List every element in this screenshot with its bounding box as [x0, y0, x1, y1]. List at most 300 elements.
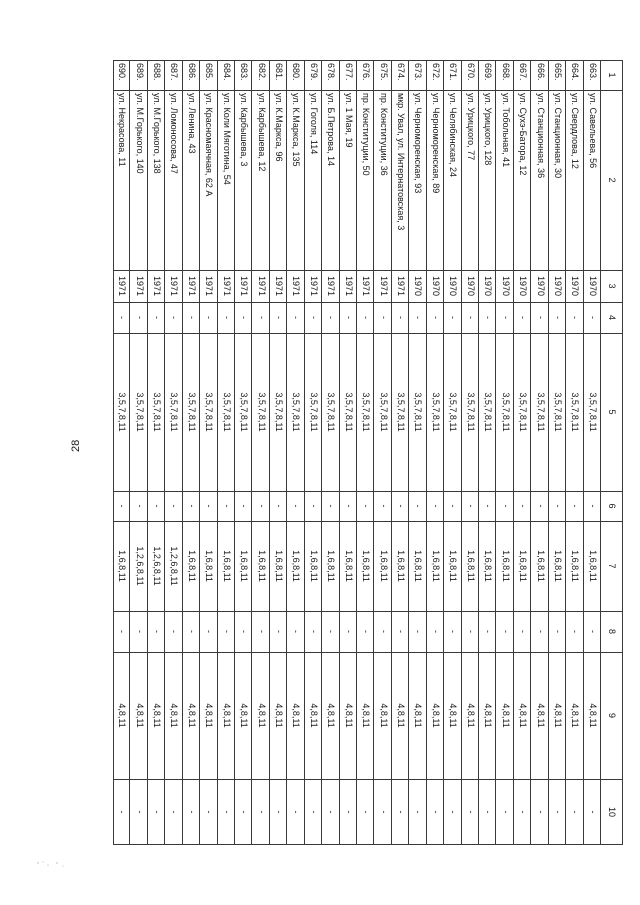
row-number-cell: 679. [308, 63, 319, 81]
table-cell-col-10: - [256, 810, 267, 814]
table-cell-col-9: 4,8,11 [552, 703, 563, 728]
table-cell-col-4: - [552, 316, 563, 319]
page-number: 28 [70, 439, 82, 452]
address-cell: ул. К.Маркса, 96 [274, 93, 285, 162]
table-cell-col-10: - [430, 810, 441, 814]
table-cell-col-6: - [343, 504, 354, 508]
table-cell-col-10: - [134, 810, 145, 814]
table-cell-col-3: 1971 [378, 275, 389, 297]
table-cell-col-4: - [343, 316, 354, 319]
table-column-divider [113, 333, 623, 334]
address-cell: ул. Ломоносова, 47 [169, 93, 180, 174]
row-number-cell: 666. [535, 63, 546, 81]
table-column-divider [113, 90, 623, 91]
table-cell-col-4: - [361, 316, 372, 319]
row-number-cell: 689. [134, 63, 145, 81]
address-cell: ул. Некрасова, 11 [117, 93, 128, 167]
column-header-8: 8 [607, 628, 618, 634]
table-cell-col-5: 3,5,7,8,11 [326, 392, 337, 432]
table-cell-col-4: - [221, 316, 232, 319]
table-cell-col-3: 1971 [326, 275, 337, 297]
table-cell-col-4: - [465, 316, 476, 319]
table-cell-col-4: - [535, 316, 546, 319]
table-cell-col-6: - [326, 504, 337, 508]
address-cell: ул. Гоголя, 114 [308, 93, 319, 155]
row-number-cell: 667. [518, 63, 529, 81]
table-cell-col-9: 4,8,11 [518, 703, 529, 728]
row-number-cell: 663. [587, 63, 598, 81]
table-cell-col-7: 1,6,8,11 [587, 550, 598, 582]
table-row-divider [548, 60, 549, 845]
table-cell-col-8: - [361, 630, 372, 633]
table-cell-col-3: 1970 [587, 275, 598, 297]
table-cell-col-7: 1,6,8,11 [308, 550, 319, 582]
address-cell: ул. Сухэ-Батора, 12 [518, 93, 529, 176]
table-row-divider [286, 60, 287, 845]
table-cell-col-5: 3,5,7,8,11 [500, 392, 511, 432]
table-column-divider [113, 611, 623, 612]
table-cell-col-9: 4,8,11 [430, 703, 441, 728]
table-cell-col-8: - [430, 630, 441, 633]
table-cell-col-9: 4,8,11 [465, 703, 476, 728]
table-cell-col-7: 1,6,8,11 [326, 550, 337, 582]
table-cell-col-9: 4,8,11 [448, 703, 459, 728]
scan-speckle [36, 860, 66, 880]
table-cell-col-3: 1971 [169, 275, 180, 297]
column-header-9: 9 [607, 712, 618, 718]
table-cell-col-4: - [326, 316, 337, 319]
table-cell-col-4: - [518, 316, 529, 319]
table-cell-col-8: - [448, 630, 459, 633]
table-cell-col-3: 1970 [413, 275, 424, 297]
table-cell-col-10: - [239, 810, 250, 814]
table-cell-col-7: 1,6,8,11 [430, 550, 441, 582]
table-cell-col-5: 3,5,7,8,11 [134, 392, 145, 432]
table-cell-col-6: - [291, 504, 302, 508]
table-cell-col-3: 1971 [396, 275, 407, 297]
table-cell-col-5: 3,5,7,8,11 [308, 392, 319, 432]
table-cell-col-8: - [291, 630, 302, 633]
address-cell: ул. М.Горького, 138 [152, 93, 163, 174]
table-row-divider [622, 60, 623, 845]
table-cell-col-6: - [413, 504, 424, 508]
table-cell-col-3: 1971 [308, 275, 319, 297]
table-cell-col-5: 3,5,7,8,11 [152, 392, 163, 432]
table-cell-col-10: - [291, 810, 302, 814]
table-cell-col-8: - [500, 630, 511, 633]
table-column-divider [113, 302, 623, 303]
table-cell-col-5: 3,5,7,8,11 [221, 392, 232, 432]
table-row-divider [530, 60, 531, 845]
address-cell: ул. Черноморенская, 89 [430, 93, 441, 194]
table-cell-col-3: 1970 [535, 275, 546, 297]
table-column-divider [113, 779, 623, 780]
table-cell-col-8: - [587, 630, 598, 633]
table-row-divider [217, 60, 218, 845]
table-cell-col-10: - [169, 810, 180, 814]
table-cell-col-4: - [448, 316, 459, 319]
address-cell: ул. Урицкого, 77 [465, 93, 476, 161]
table-cell-col-3: 1971 [186, 275, 197, 297]
table-cell-col-4: - [483, 316, 494, 319]
table-row-divider [496, 60, 497, 845]
table-cell-col-4: - [274, 316, 285, 319]
address-cell: ул. Красномаячная, 62 А [204, 93, 215, 197]
table-row-divider [565, 60, 566, 845]
table-cell-col-7: 1,6,8,11 [361, 550, 372, 582]
table-cell-col-6: - [361, 504, 372, 508]
table-cell-col-9: 4,8,11 [535, 703, 546, 728]
table-row-divider [321, 60, 322, 845]
table-cell-col-7: 1,6,8,11 [396, 550, 407, 582]
table-cell-col-4: - [204, 316, 215, 319]
table-cell-col-3: 1971 [256, 275, 267, 297]
table-cell-col-8: - [117, 630, 128, 633]
table-cell-col-5: 3,5,7,8,11 [378, 392, 389, 432]
table-cell-col-7: 1,6,8,11 [343, 550, 354, 582]
table-cell-col-7: 1,6,8,11 [518, 550, 529, 582]
row-number-cell: 690. [117, 63, 128, 81]
table-cell-col-10: - [465, 810, 476, 814]
table-cell-col-4: - [500, 316, 511, 319]
table-cell-col-4: - [117, 316, 128, 319]
table-cell-col-5: 3,5,7,8,11 [518, 392, 529, 432]
table-cell-col-10: - [361, 810, 372, 814]
table-cell-col-9: 4,8,11 [413, 703, 424, 728]
table-cell-col-3: 1970 [483, 275, 494, 297]
row-number-cell: 670. [465, 63, 476, 81]
table-cell-col-6: - [535, 504, 546, 508]
table-cell-col-8: - [552, 630, 563, 633]
table-row-divider [356, 60, 357, 845]
column-header-7: 7 [607, 563, 618, 569]
table-cell-col-8: - [134, 630, 145, 633]
table-cell-col-9: 4,8,11 [361, 703, 372, 728]
table-row-divider [600, 60, 601, 845]
table-cell-col-3: 1970 [465, 275, 476, 297]
table-column-divider [113, 60, 623, 61]
row-number-cell: 665. [552, 63, 563, 81]
table-row-divider [130, 60, 131, 845]
table-cell-col-3: 1970 [518, 275, 529, 297]
table-cell-col-4: - [587, 316, 598, 319]
table-cell-col-6: - [518, 504, 529, 508]
column-header-3: 3 [607, 283, 618, 289]
table-cell-col-8: - [326, 630, 337, 633]
row-number-cell: 672. [430, 63, 441, 81]
table-cell-col-4: - [134, 316, 145, 319]
column-header-1: 1 [607, 72, 618, 78]
table-cell-col-10: - [117, 810, 128, 814]
table-cell-col-6: - [465, 504, 476, 508]
address-cell: ул. Ленина, 43 [186, 93, 197, 154]
table-cell-col-6: - [378, 504, 389, 508]
table-cell-col-9: 4,8,11 [378, 703, 389, 728]
table-cell-col-7: 1,6,8,11 [117, 550, 128, 582]
table-cell-col-5: 3,5,7,8,11 [587, 392, 598, 432]
table-cell-col-7: 1,2,6,8,11 [152, 546, 163, 586]
table-cell-col-9: 4,8,11 [152, 703, 163, 728]
table-cell-col-5: 3,5,7,8,11 [552, 392, 563, 432]
table-row-divider [583, 60, 584, 845]
table-cell-col-6: - [204, 504, 215, 508]
table-cell-col-8: - [221, 630, 232, 633]
table-cell-col-6: - [483, 504, 494, 508]
column-header-4: 4 [607, 314, 618, 320]
table-cell-col-5: 3,5,7,8,11 [204, 392, 215, 432]
table-cell-col-3: 1970 [500, 275, 511, 297]
table-cell-col-9: 4,8,11 [343, 703, 354, 728]
table-row-divider [182, 60, 183, 845]
table-cell-col-4: - [430, 316, 441, 319]
table-cell-col-3: 1971 [204, 275, 215, 297]
table-cell-col-8: - [535, 630, 546, 633]
table-cell-col-10: - [413, 810, 424, 814]
table-cell-col-3: 1971 [152, 275, 163, 297]
table-row-divider [113, 60, 114, 845]
column-header-5: 5 [607, 409, 618, 415]
table-cell-col-10: - [500, 810, 511, 814]
table-cell-col-4: - [152, 316, 163, 319]
table-cell-col-6: - [134, 504, 145, 508]
table-cell-col-8: - [239, 630, 250, 633]
table-cell-col-10: - [570, 810, 581, 814]
table-cell-col-9: 4,8,11 [204, 703, 215, 728]
row-number-cell: 677. [343, 63, 354, 81]
row-number-cell: 675. [378, 63, 389, 81]
table-cell-col-10: - [448, 810, 459, 814]
table-column-divider [113, 491, 623, 492]
table-cell-col-10: - [274, 810, 285, 814]
row-number-cell: 671. [448, 63, 459, 81]
table-cell-col-3: 1971 [221, 275, 232, 297]
table-column-divider [113, 652, 623, 653]
table-cell-col-4: - [256, 316, 267, 319]
table-cell-col-10: - [326, 810, 337, 814]
address-cell: пр. Конституции, 50 [361, 93, 372, 176]
column-header-10: 10 [607, 806, 618, 817]
table-cell-col-10: - [483, 810, 494, 814]
row-number-cell: 684. [221, 63, 232, 81]
table-row-divider [443, 60, 444, 845]
address-cell: ул. К.Маркса, 135 [291, 93, 302, 167]
table-cell-col-6: - [256, 504, 267, 508]
table-cell-col-6: - [152, 504, 163, 508]
table-cell-col-7: 1,6,8,11 [413, 550, 424, 582]
table-cell-col-9: 4,8,11 [396, 703, 407, 728]
address-cell: ул. Коли Мяготина, 54 [221, 93, 232, 185]
row-number-cell: 673. [413, 63, 424, 81]
table-cell-col-9: 4,8,11 [186, 703, 197, 728]
table-cell-col-7: 1,6,8,11 [570, 550, 581, 582]
row-number-cell: 678. [326, 63, 337, 81]
table-cell-col-10: - [221, 810, 232, 814]
table-cell-col-10: - [587, 810, 598, 814]
table-cell-col-9: 4,8,11 [587, 703, 598, 728]
table-cell-col-8: - [396, 630, 407, 633]
table-cell-col-6: - [500, 504, 511, 508]
address-cell: пр. Конституции, 36 [378, 93, 389, 176]
table-cell-col-4: - [396, 316, 407, 319]
table-row-divider [164, 60, 165, 845]
table-cell-col-5: 3,5,7,8,11 [430, 392, 441, 432]
table-cell-col-8: - [152, 630, 163, 633]
table-row-divider [234, 60, 235, 845]
table-row-divider [478, 60, 479, 845]
table-cell-col-8: - [308, 630, 319, 633]
table-cell-col-6: - [308, 504, 319, 508]
row-number-cell: 669. [483, 63, 494, 81]
row-number-cell: 683. [239, 63, 250, 81]
table-cell-col-5: 3,5,7,8,11 [413, 392, 424, 432]
table-cell-col-9: 4,8,11 [291, 703, 302, 728]
table-cell-col-6: - [587, 504, 598, 508]
address-cell: мкр. Увал, ул. Интернатовская, 3 [396, 93, 407, 231]
table-cell-col-5: 3,5,7,8,11 [465, 392, 476, 432]
table-cell-col-3: 1971 [361, 275, 372, 297]
table-cell-col-3: 1970 [552, 275, 563, 297]
table-cell-col-9: 4,8,11 [221, 703, 232, 728]
table-cell-col-10: - [378, 810, 389, 814]
table-row-divider [391, 60, 392, 845]
table-cell-col-5: 3,5,7,8,11 [448, 392, 459, 432]
table-cell-col-9: 4,8,11 [326, 703, 337, 728]
table-column-divider [113, 844, 623, 845]
table-cell-col-6: - [117, 504, 128, 508]
table-cell-col-6: - [570, 504, 581, 508]
address-cell: ул. Урицкого, 128 [483, 93, 494, 166]
table-cell-col-7: 1,6,8,11 [186, 550, 197, 582]
table-cell-col-9: 4,8,11 [570, 703, 581, 728]
table-cell-col-5: 3,5,7,8,11 [483, 392, 494, 432]
table-cell-col-6: - [274, 504, 285, 508]
address-cell: ул. М.Горького, 140 [134, 93, 145, 174]
table-row-divider [252, 60, 253, 845]
table-cell-col-10: - [343, 810, 354, 814]
table-row-divider [269, 60, 270, 845]
table-cell-col-9: 4,8,11 [308, 703, 319, 728]
table-cell-col-3: 1971 [239, 275, 250, 297]
table-cell-col-10: - [518, 810, 529, 814]
table-cell-col-5: 3,5,7,8,11 [343, 392, 354, 432]
table-cell-col-4: - [378, 316, 389, 319]
table-cell-col-4: - [186, 316, 197, 319]
table-cell-col-6: - [552, 504, 563, 508]
table-cell-col-5: 3,5,7,8,11 [169, 392, 180, 432]
table-cell-col-7: 1,6,8,11 [204, 550, 215, 582]
table-cell-col-5: 3,5,7,8,11 [239, 392, 250, 432]
table-cell-col-7: 1,6,8,11 [291, 550, 302, 582]
column-header-6: 6 [607, 503, 618, 509]
address-cell: ул. Савельева, 56 [587, 93, 598, 169]
table-cell-col-6: - [221, 504, 232, 508]
row-number-cell: 682. [256, 63, 267, 81]
table-row-divider [461, 60, 462, 845]
address-cell: ул. Свердлова, 12 [570, 93, 581, 169]
row-number-cell: 676. [361, 63, 372, 81]
table-cell-col-7: 1,6,8,11 [483, 550, 494, 582]
table-cell-col-8: - [274, 630, 285, 633]
table-cell-col-5: 3,5,7,8,11 [256, 392, 267, 432]
table-cell-col-3: 1970 [430, 275, 441, 297]
table-cell-col-10: - [152, 810, 163, 814]
table-cell-col-6: - [448, 504, 459, 508]
table-cell-col-9: 4,8,11 [169, 703, 180, 728]
table-cell-col-8: - [169, 630, 180, 633]
table-cell-col-7: 1,6,8,11 [378, 550, 389, 582]
table-cell-col-3: 1971 [291, 275, 302, 297]
table-cell-col-5: 3,5,7,8,11 [361, 392, 372, 432]
table-cell-col-4: - [291, 316, 302, 319]
address-cell: ул. Карбышева, 3 [239, 93, 250, 167]
address-cell: ул. Тобольная, 41 [500, 93, 511, 168]
table-cell-col-3: 1971 [117, 275, 128, 297]
table-row-divider [513, 60, 514, 845]
address-cell: ул. Станционная, 36 [535, 93, 546, 179]
table-cell-col-7: 1,2,6,8,11 [169, 546, 180, 586]
table-cell-col-6: - [239, 504, 250, 508]
table-cell-col-7: 1,6,8,11 [500, 550, 511, 582]
table-cell-col-7: 1,6,8,11 [448, 550, 459, 582]
table-cell-col-4: - [413, 316, 424, 319]
table-cell-col-8: - [204, 630, 215, 633]
table-row-divider [408, 60, 409, 845]
row-number-cell: 686. [186, 63, 197, 81]
table-cell-col-10: - [186, 810, 197, 814]
table-cell-col-9: 4,8,11 [274, 703, 285, 728]
table-column-divider [113, 521, 623, 522]
table-cell-col-7: 1,6,8,11 [535, 550, 546, 582]
table-cell-col-5: 3,5,7,8,11 [186, 392, 197, 432]
table-cell-col-8: - [343, 630, 354, 633]
address-cell: ул. Челябинская, 24 [448, 93, 459, 178]
table-cell-col-9: 4,8,11 [500, 703, 511, 728]
table-cell-col-9: 4,8,11 [239, 703, 250, 728]
table-cell-col-8: - [256, 630, 267, 633]
row-number-cell: 664. [570, 63, 581, 81]
table-cell-col-10: - [535, 810, 546, 814]
row-number-cell: 681. [274, 63, 285, 81]
row-number-cell: 685. [204, 63, 215, 81]
table-column-divider [113, 270, 623, 271]
table-cell-col-7: 1,6,8,11 [274, 550, 285, 582]
table-cell-col-4: - [239, 316, 250, 319]
table-cell-col-7: 1,2,6,8,11 [134, 546, 145, 586]
table-cell-col-10: - [204, 810, 215, 814]
table-cell-col-6: - [186, 504, 197, 508]
table-cell-col-6: - [169, 504, 180, 508]
table-cell-col-9: 4,8,11 [134, 703, 145, 728]
row-number-cell: 668. [500, 63, 511, 81]
table-cell-col-7: 1,6,8,11 [256, 550, 267, 582]
table-cell-col-4: - [308, 316, 319, 319]
table-row-divider [339, 60, 340, 845]
table-row-divider [374, 60, 375, 845]
address-cell: ул. Б.Петрова, 14 [326, 93, 337, 166]
table-cell-col-10: - [396, 810, 407, 814]
table-cell-col-10: - [552, 810, 563, 814]
table-cell-col-8: - [483, 630, 494, 633]
table-cell-col-5: 3,5,7,8,11 [274, 392, 285, 432]
table-cell-col-3: 1971 [274, 275, 285, 297]
table-cell-col-3: 1971 [134, 275, 145, 297]
table-cell-col-9: 4,8,11 [256, 703, 267, 728]
table-cell-col-8: - [518, 630, 529, 633]
table-row-divider [304, 60, 305, 845]
row-number-cell: 687. [169, 63, 180, 81]
table-cell-col-6: - [396, 504, 407, 508]
table-cell-col-6: - [430, 504, 441, 508]
